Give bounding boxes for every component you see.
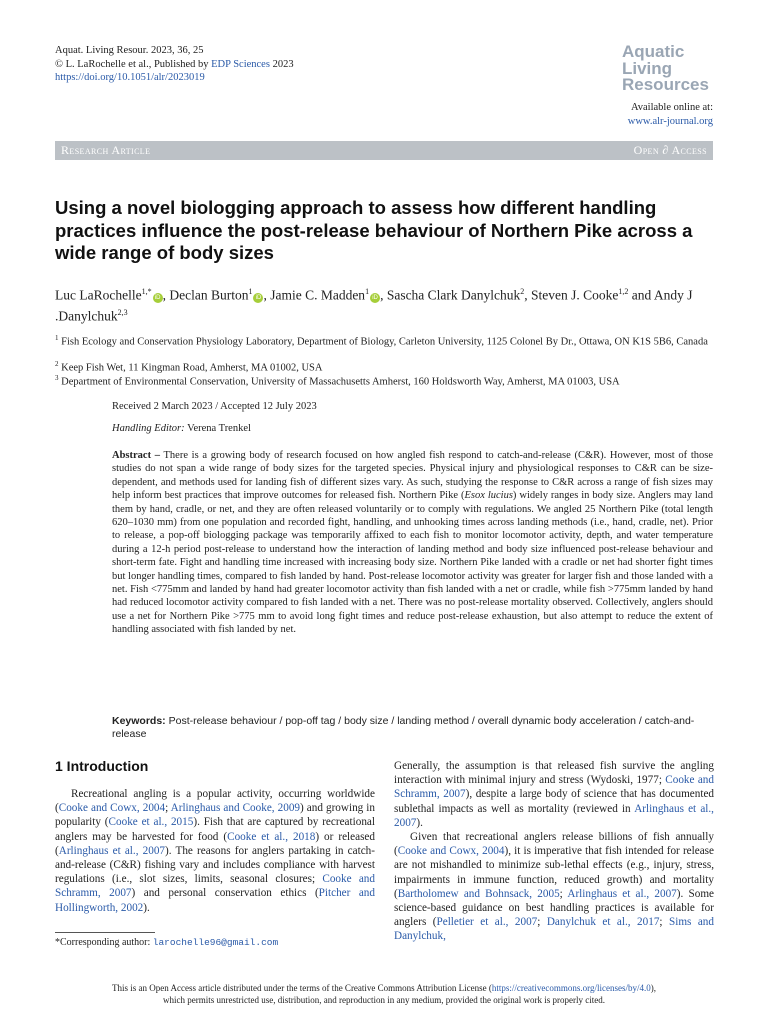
journal-logo: Aquatic Living Resources [622, 42, 709, 94]
intro-column-right [394, 759, 714, 944]
citation-link[interactable]: Pelletier et al., 2007 [436, 916, 538, 929]
author-list: Luc LaRochelle$^{1,*}$iD , Declan Burton$^1$iD , Jamie C. Madden$^1$iD , Sascha Clark Danylchuk$^2$, Steven J. Cooke$^{1,2}$ and Andy J .Danylchuk$^{2,3}$ [55, 287, 693, 324]
author-name[interactable]: and Andy J .Danylchuk [55, 287, 693, 324]
open-access-label: Open ∂ Access [633, 143, 707, 157]
journal-url-link[interactable]: www.alr-journal.org [627, 115, 713, 127]
citation-link[interactable]: Cooke et al., 2015 [108, 816, 194, 829]
citation-link[interactable]: Danylchuk et al., 2017 [546, 916, 660, 929]
paragraph: Recreational angling is a popular activity, occurring worldwide (Cooke and Cowx, 2004; Arlinghaus and Cooke, 2009) and growing in popularity (Cooke et al., 2015). Fish that are captured by recreational anglers may be harvested for food (Cooke et al., 2018) or released (Arlinghaus et al., 2007). The reasons for anglers partaking in catch-and-release (C&R) fishing vary and includes compliance with harvest regulations (i.e., slot sizes, limits, seasonal closures; Cooke and Schramm, 2007) and personal conservation ethics (Pitcher and Hollingworth, 2002). [55, 788, 375, 914]
paragraph: Generally, the assumption is that released fish survive the angling interaction with minimal injury and stress (Wydoski, 1977; Cooke and Schramm, 2007), despite a large body of science that has documented sublethal impacts as well as mortality (reviewed in Arlinghaus et al., 2007). [394, 760, 714, 829]
available-label: Available online at: [630, 102, 713, 113]
author-name[interactable]: , Steven J. Cooke [524, 287, 619, 303]
author-name[interactable]: , Declan Burton [162, 287, 249, 303]
keywords-label: Keywords: [112, 715, 166, 727]
citation-link[interactable]: Cooke and Schramm, 2007 [55, 873, 375, 900]
citation-link[interactable]: Cooke et al., 2018 [227, 830, 316, 843]
intro-column-left [55, 787, 375, 915]
citation-link[interactable]: Arlinghaus et al., 2007 [58, 844, 166, 857]
availability [600, 101, 713, 128]
publisher-link[interactable]: EDP Sciences [211, 58, 270, 70]
footnote-divider [55, 932, 155, 933]
corresponding-author: *Corresponding author: larochelle96@gmail.com [55, 937, 279, 948]
keywords: Keywords: Post-release behaviour / pop-off tag / body size / landing method / overall dynamic body acceleration / catch-and-release [112, 715, 695, 741]
license-link[interactable]: https://creativecommons.org/licenses/by/4.0 [491, 983, 651, 993]
article-meta [55, 44, 294, 85]
citation-link[interactable]: Cooke and Cowx, 2004 [58, 802, 166, 815]
citation-link[interactable]: Sims and Danylchuk, [394, 916, 714, 943]
paragraph: Given that recreational anglers release billions of fish annually (Cooke and Cowx, 2004), it is imperative that fish intended for release are not mishandled to minimize sub-lethal effects (e.g., injury, stress, impairments in immune function, reduced growth) and mortality (Bartholomew and Bohnsack, 2005; Arlinghaus et al., 2007). Some science-based guidance on best handling practices is available for anglers (Pelletier et al., 2007; Danylchuk et al., 2017; Sims and Danylchuk, [394, 831, 714, 943]
section-heading: 1 Introduction [55, 758, 149, 774]
citation: Aquat. Living Resour. 2023, 36, 25 [55, 45, 204, 56]
citation-link[interactable]: Arlinghaus et al., 2007 [567, 887, 677, 900]
citation-link[interactable]: Arlinghaus and Cooke, 2009 [170, 802, 301, 815]
doi-link[interactable]: https://doi.org/10.1051/alr/2023019 [55, 72, 205, 83]
citation-link[interactable]: Cooke and Schramm, 2007 [394, 774, 714, 801]
affiliation: $^1$ Fish Ecology and Conservation Physiology Laboratory, Department of Biology, Carleton University, 1125 Colonel By Dr., Ottawa, ON K1S 5B6, Canada [55, 334, 708, 348]
affiliation: $^3$ Department of Environmental Conservation, University of Massachusetts Amherst, 160 Holdsworth Way, Amherst, MA 01003, USA [55, 374, 620, 388]
citation-link[interactable]: Bartholomew and Bohnsack, 2005 [397, 887, 560, 900]
abstract: Abstract – There is a growing body of research focused on how angled fish respond to catch-and-release (C&R). However, most of those studies do not span a wide range of body sizes for the targeted species. Physical injury and physiological responses to C&R can be size-dependent, and methods used for landing fish of different sizes vary. As such, studying the response to C&R across a range of fish sizes may help inform best practices that improve outcomes for released fish. Northern Pike (Esox lucius) widely ranges in body size. Anglers may land them by hand, cradle, or net, and they are often released voluntarily or to comply with regulations. We angled 25 Northern Pike (total length 620–1030 mm) from one population and recorded fight, handling, and unhooking times across landing methods (i.e., hand, cradle, net). Prior to release, a pop-off biologging package was temporarily affixed to each fish to monitor locomotor activity, depth, and water temperature during a 12-h period post-release to understand how the interaction of landing method and body size influenced post-release behaviour and short-term fate. Fight and handling time increased with increasing body size. Northern Pike landed with a cradle or net had shorter fight times but longer handling times, compared to fish landed by hand. Post-release locomotor activity was greater for larger fish and those landed with a net. Fish <775mm and landed by hand had greater locomotor activity than fish landed with a net or cradle, while fish >775mm landed by hand had reduced locomotor activity compared to fish landed with a net. There was no post-release mortality observed. Collectively, anglers should use a net for Northern Pike >775 mm to avoid long fight times and reduce post-release exhaustion, but also attempt to reduce the extent of handling associated with fish landed by net. [112, 450, 713, 636]
orcid-icon[interactable]: iD [370, 293, 380, 303]
abstract-label: Abstract – [112, 450, 161, 461]
received-dates: Received 2 March 2023 / Accepted 12 July 2023 [112, 401, 317, 412]
article-type-banner [55, 141, 713, 160]
author-name[interactable]: Luc LaRochelle [55, 287, 142, 303]
author-name[interactable]: , Jamie C. Madden [263, 287, 366, 303]
article-type: Research Article [61, 143, 151, 157]
affiliation: $^2$ Keep Fish Wet, 11 Kingman Road, Amherst, MA 01002, USA [55, 360, 323, 374]
handling-editor: Handling Editor: Verena Trenkel [112, 423, 251, 434]
citation-link[interactable]: Cooke and Cowx, 2004 [397, 845, 505, 858]
email-link[interactable]: larochelle96@gmail.com [152, 937, 279, 948]
species-name: Esox lucius [464, 490, 513, 502]
copyright-line: © L. LaRochelle et al., Published by EDP Sciences 2023 [55, 58, 294, 70]
license-notice: This is an Open Access article distributed under the terms of the Creative Commons Attribution License (https://creativecommons.org/licenses/by/4.0), which permits unrestricted use, distribution, and reproduction in any medium, provided the original work is properly cited. [112, 983, 656, 1005]
citation-link[interactable]: Arlinghaus et al., 2007 [394, 802, 714, 829]
orcid-icon[interactable]: iD [153, 293, 163, 303]
author-name[interactable]: , Sascha Clark Danylchuk [380, 287, 521, 303]
article-title: Using a novel biologging approach to assess how different handling practices influence the post-release behaviour of Northern Pike across a wide range of body sizes [55, 197, 693, 263]
citation-link[interactable]: Pitcher and Hollingworth, 2002 [55, 887, 375, 914]
orcid-icon[interactable]: iD [253, 293, 263, 303]
